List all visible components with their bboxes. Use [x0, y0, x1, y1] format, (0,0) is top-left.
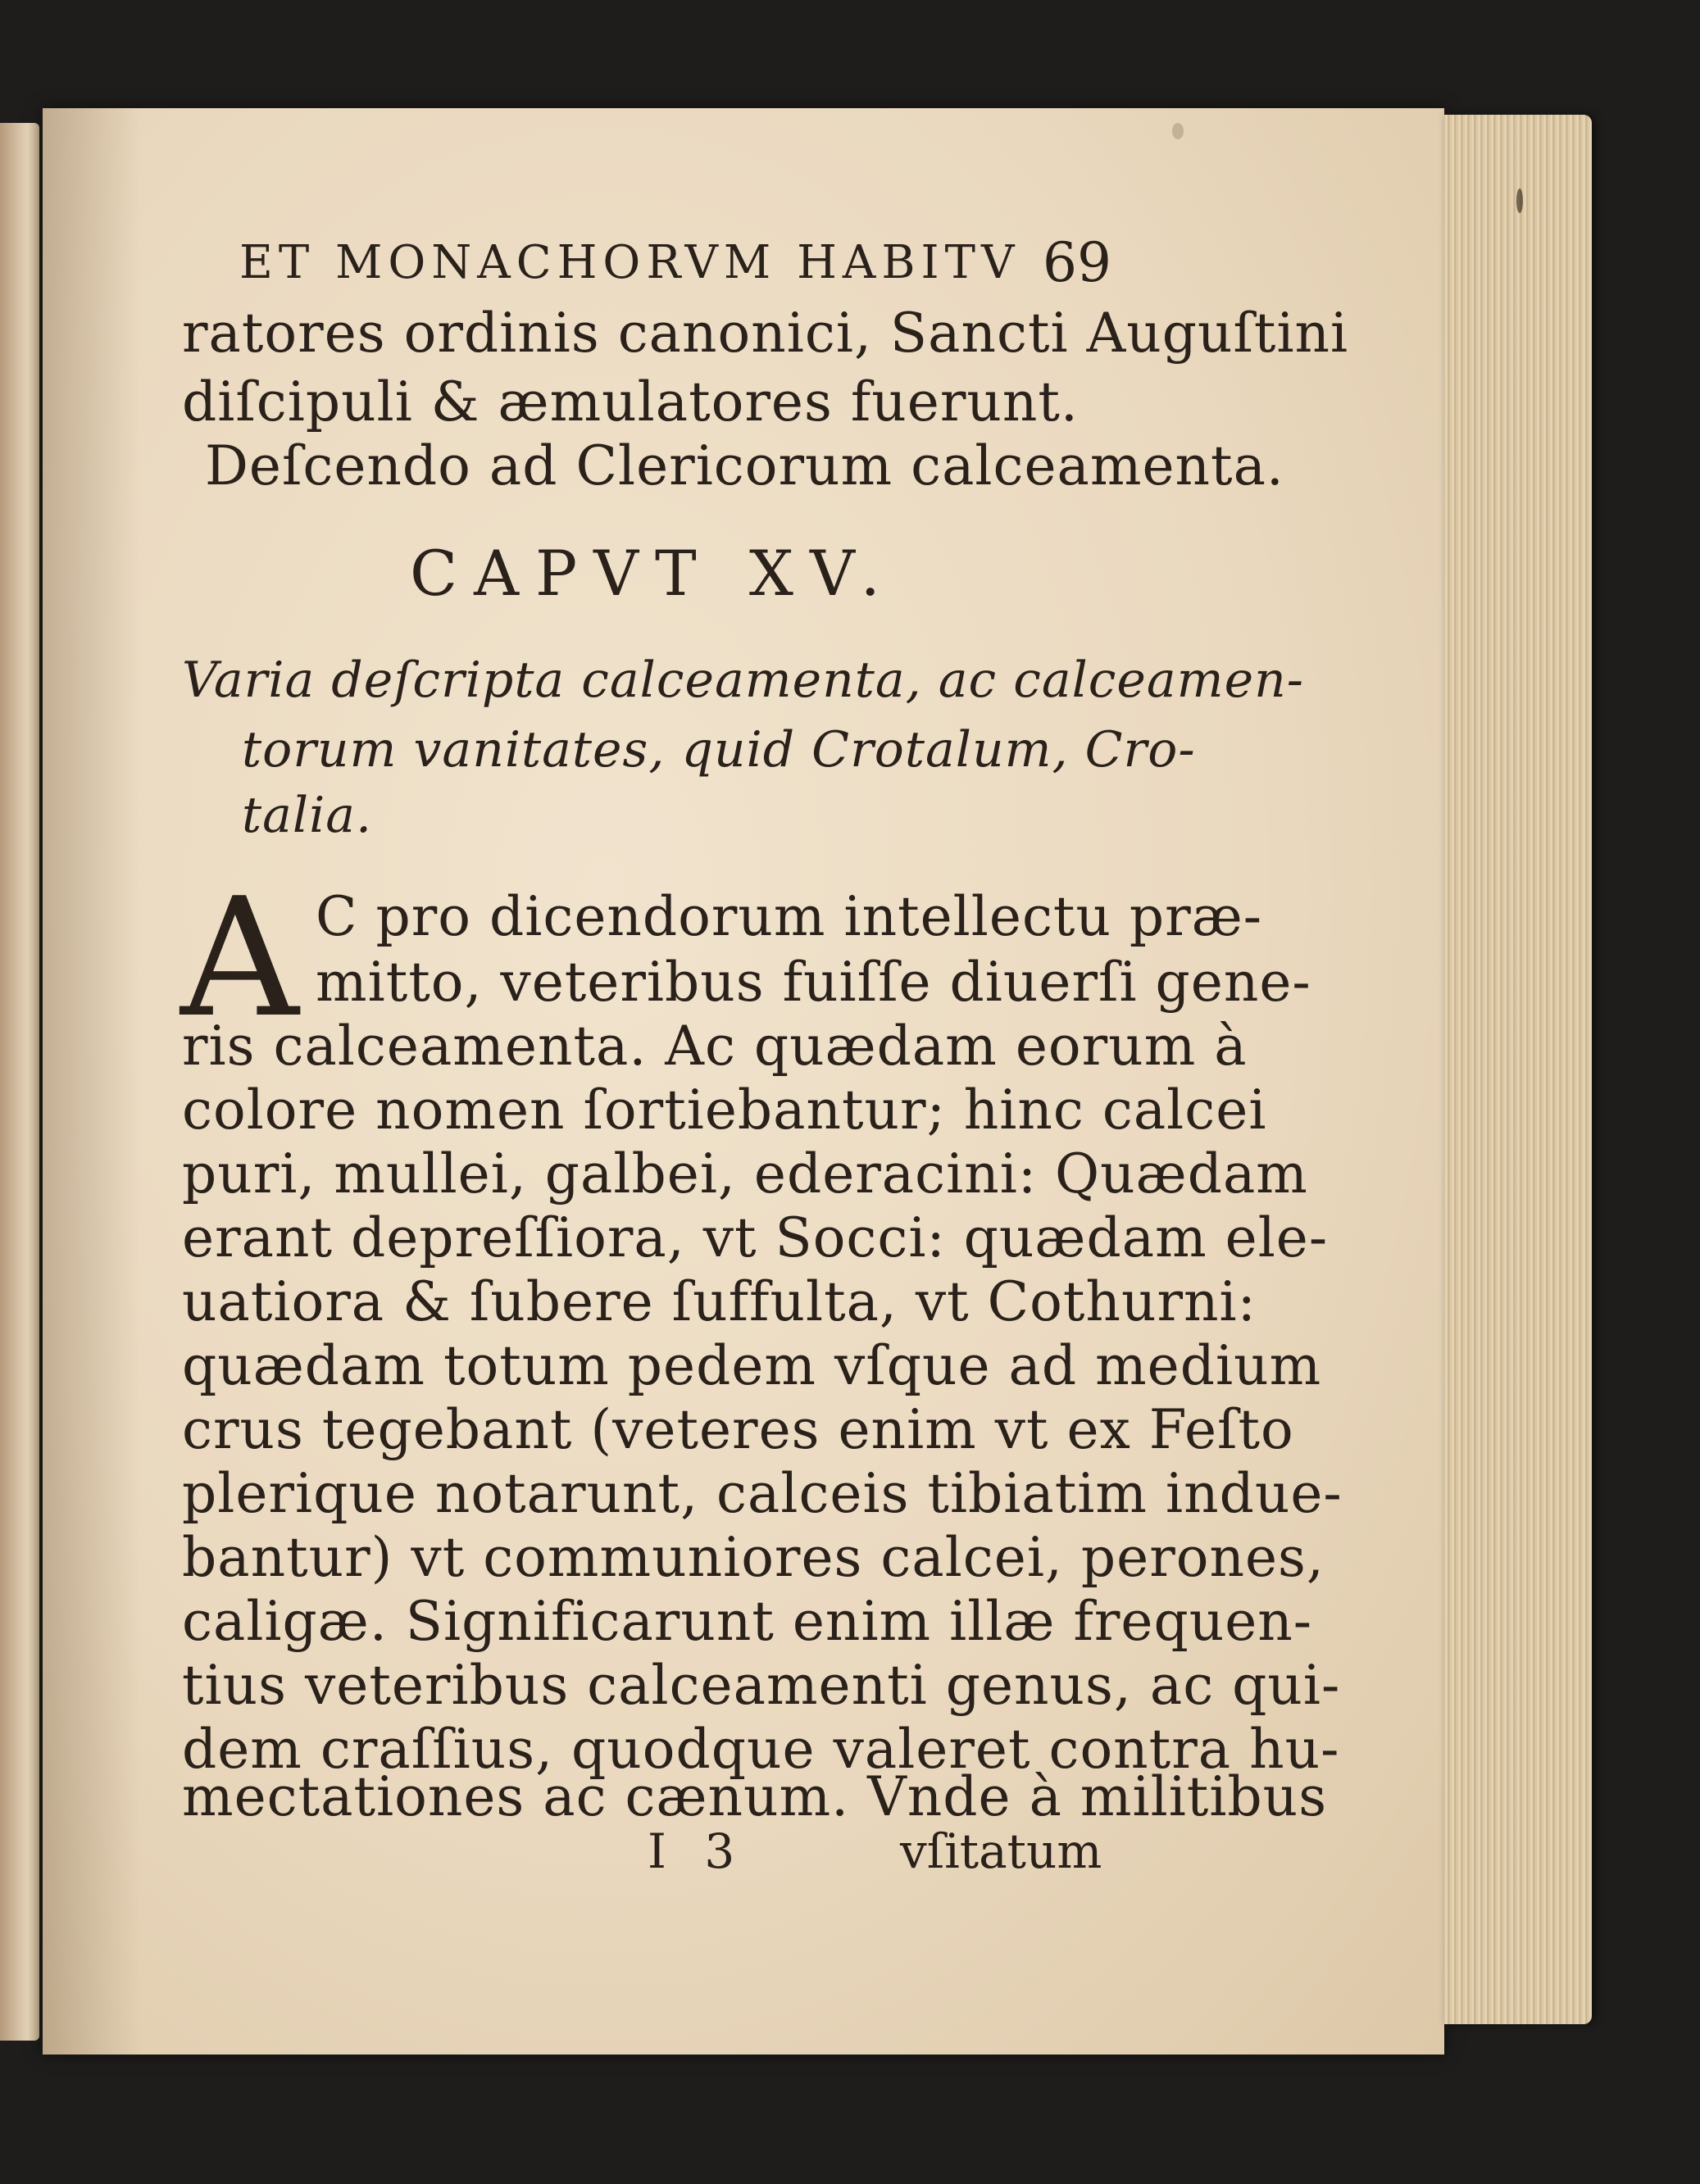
running-head: ET MONACHORVM HABITV	[239, 236, 1020, 289]
text-line: crus tegebant (veteres enim vt ex Feſto	[182, 1398, 1294, 1461]
text-line: erant depreſſiora, vt Socci: quædam ele-	[182, 1206, 1329, 1269]
drop-cap-initial: A	[180, 863, 299, 1054]
text-line: dem craſſius, quodque valeret contra hu-	[182, 1718, 1340, 1781]
chapter-summary-line: Varia deſcripta calceamenta, ac calceamen-	[182, 652, 1305, 709]
text-line: puri, mullei, galbei, ederacini: Quædam	[182, 1142, 1308, 1206]
text-line: mitto, veteribus fuiſſe diuerſi gene-	[316, 951, 1311, 1014]
chapter-summary-line: talia.	[242, 787, 373, 844]
chapter-summary-line: torum vanitates, quid Crotalum, Cro-	[242, 721, 1196, 779]
text-line: ris calceamenta. Ac quædam eorum à	[182, 1015, 1248, 1078]
page-block-edge	[1444, 115, 1592, 2024]
chapter-heading: CAPVT XV.	[410, 537, 897, 610]
gutter-shadow	[43, 108, 141, 2055]
page-number: 69	[1043, 231, 1111, 294]
facing-page-edge	[0, 123, 39, 2041]
text-line: tius veteribus calceamenti genus, ac qui-	[182, 1654, 1341, 1717]
text-line: colore nomen ſortiebantur; hinc calcei	[182, 1078, 1267, 1142]
text-line: C pro dicendorum intellectu præ-	[316, 885, 1263, 948]
text-line: quædam totum pedem vſque ad medium	[182, 1334, 1322, 1397]
text-line: bantur) vt communiores calcei, perones,	[182, 1526, 1325, 1589]
signature-mark: I 3	[648, 1823, 747, 1879]
catchword: vſitatum	[900, 1823, 1102, 1879]
ink-blot	[1172, 123, 1184, 139]
text-line: diſcipuli & æmulatores fuerunt.	[182, 370, 1079, 434]
text-line: mectationes ac cænum. Vnde à militibus	[182, 1765, 1328, 1828]
text-line: ratores ordinis canonici, Sancti Auguſtini	[182, 302, 1349, 365]
text-line: uatiora & ſubere ſuffulta, vt Cothurni:	[182, 1270, 1257, 1333]
text-line: Deſcendo ad Clericorum calceamenta.	[205, 434, 1284, 497]
text-line: caligæ. Significarunt enim illæ frequen-	[182, 1590, 1313, 1653]
text-line: plerique notarunt, calceis tibiatim indue-	[182, 1462, 1343, 1525]
ink-mark	[1516, 188, 1523, 213]
